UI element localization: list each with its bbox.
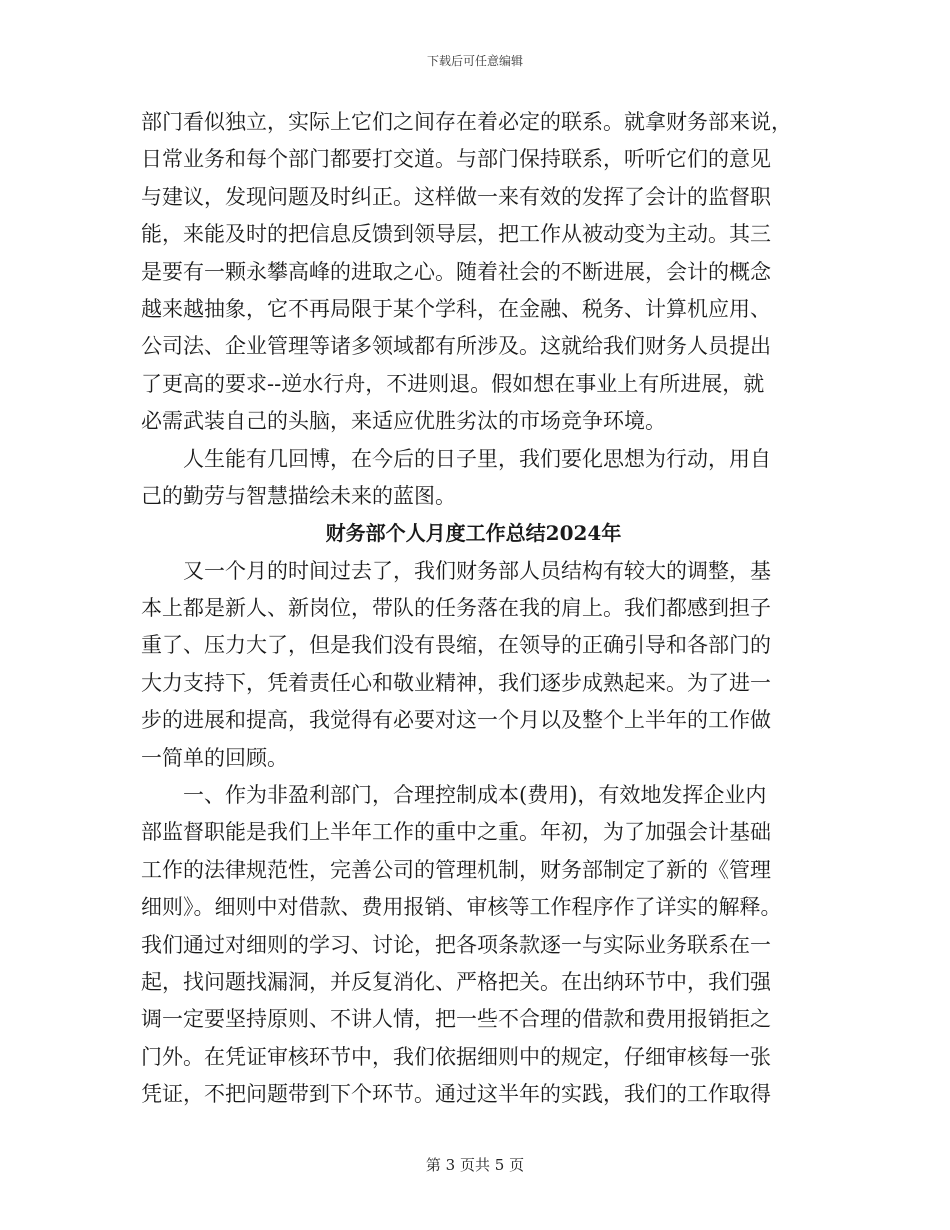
body-line: 部门看似独立，实际上它们之间存在着必定的联系。就拿财务部来说，	[141, 110, 792, 134]
body-line: 重了、压力大了，但是我们没有畏缩，在领导的正确引导和各部门的	[141, 633, 771, 658]
paragraph-start-line: 又一个月的时间过去了，我们财务部人员结构有较大的调整，基	[183, 558, 771, 583]
document-body	[141, 104, 806, 1114]
body-line: 调一定要坚持原则、不讲人情，把一些不合理的借款和费用报销拒之	[141, 1007, 771, 1032]
page-header: 下载后可任意编辑	[426, 54, 523, 68]
page-footer: 第 3 页共 5 页	[425, 1156, 525, 1174]
body-line: 公司法、企业管理等诸多领域都有所涉及。这就给我们财务人员提出	[141, 334, 771, 359]
section-title: 财务部个人月度工作总结2024年	[325, 521, 622, 546]
body-line: 工作的法律规范性，完善公司的管理机制，财务部制定了新的《管理	[141, 857, 771, 882]
body-line: 大力支持下，凭着责任心和敬业精神，我们逐步成熟起来。为了进一	[141, 670, 771, 695]
body-line: 起，找问题找漏洞，并反复消化、严格把关。在出纳环节中，我们强	[141, 969, 771, 994]
body-line: 能，来能及时的把信息反馈到领导层，把工作从被动变为主动。其三	[141, 222, 771, 247]
paragraph-start-line: 一、作为非盈利部门，合理控制成本(费用)，有效地发挥企业内	[183, 783, 767, 808]
body-line: 凭证，不把问题带到下个环节。通过这半年的实践，我们的工作取得	[141, 1082, 771, 1107]
body-line: 是要有一颗永攀高峰的进取之心。随着社会的不断进展，会计的概念	[141, 259, 771, 284]
body-line: 与建议，发现问题及时纠正。这样做一来有效的发挥了会计的监督职	[141, 184, 771, 209]
body-line: 了更高的要求--逆水行舟，不进则退。假如想在事业上有所进展，就	[141, 371, 765, 396]
paragraph-start-line: 人生能有几回博，在今后的日子里，我们要化思想为行动，用自	[183, 446, 771, 471]
body-line: 本上都是新人、新岗位，带队的任务落在我的肩上。我们都感到担子	[141, 596, 771, 621]
body-line: 必需武装自己的头脑，来适应优胜劣汰的市场竞争环境。	[141, 409, 666, 434]
body-line: 门外。在凭证审核环节中，我们依据细则中的规定，仔细审核每一张	[141, 1044, 771, 1069]
body-line: 部监督职能是我们上半年工作的重中之重。年初，为了加强会计基础	[141, 820, 771, 845]
body-line: 步的进展和提高，我觉得有必要对这一个月以及整个上半年的工作做	[141, 708, 771, 733]
body-line: 一简单的回顾。	[141, 745, 288, 770]
body-line: 越来越抽象，它不再局限于某个学科，在金融、税务、计算机应用、	[141, 296, 771, 321]
body-line: 己的勤劳与智慧描绘未来的蓝图。	[141, 483, 456, 508]
body-line: 细则》。细则中对借款、费用报销、审核等工作程序作了详实的解释。	[141, 895, 782, 920]
body-line: 我们通过对细则的学习、讨论，把各项条款逐一与实际业务联系在一	[141, 932, 771, 957]
body-line: 日常业务和每个部门都要打交道。与部门保持联系，听听它们的意见	[141, 147, 771, 172]
